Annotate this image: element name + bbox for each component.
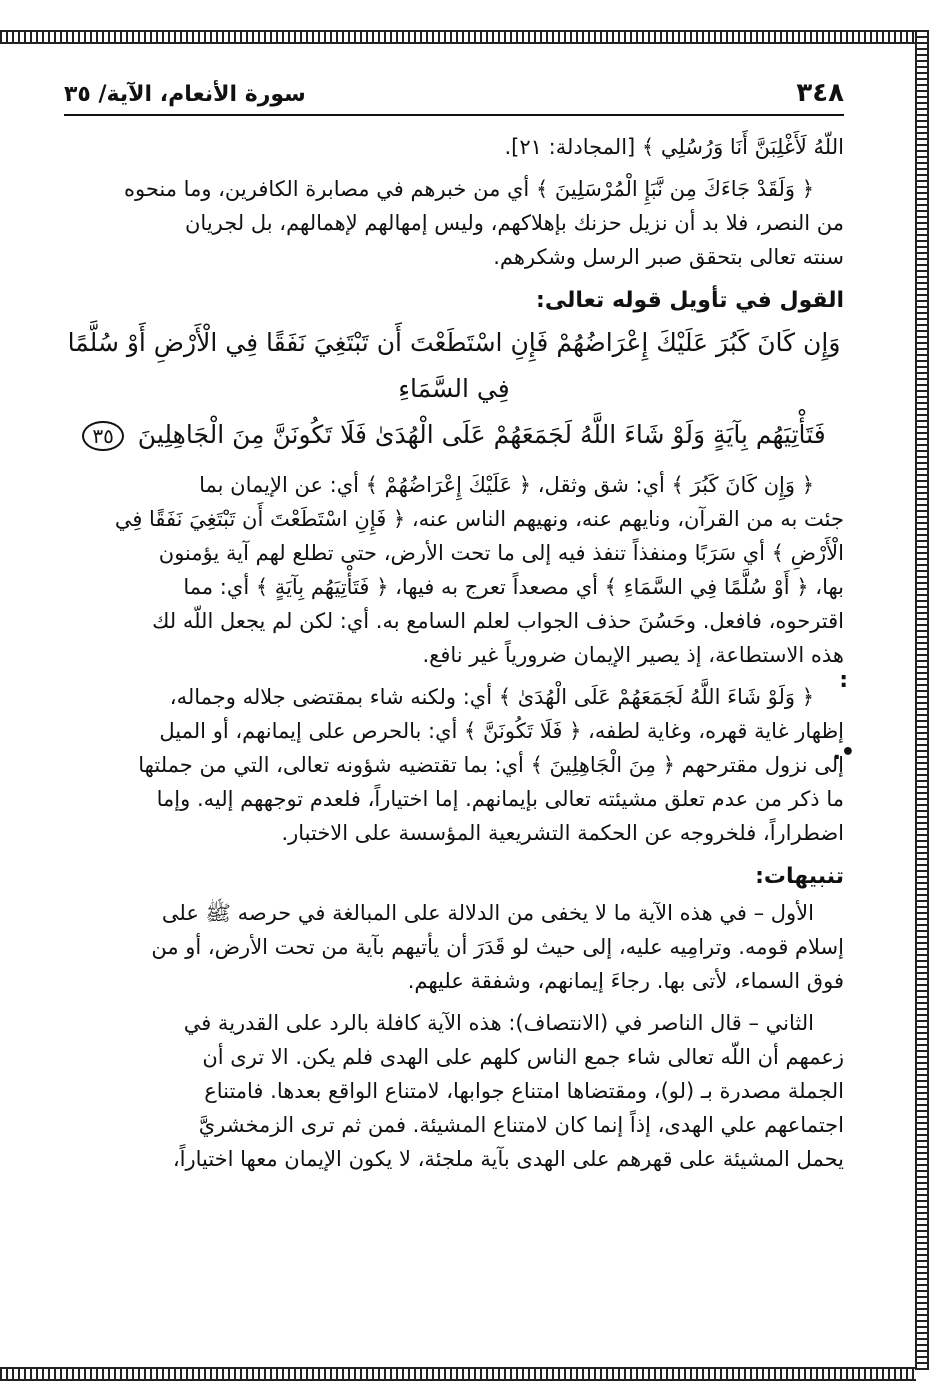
surah-title: سورة الأنعام، الآية/ ٣٥ [64,82,306,107]
text-line: يحمل المشيئة على قهرهم على الهدى بآية ملجئة، لا يكون الإيمان معها اختياراً، [172,1147,844,1171]
decorative-border-top [0,30,916,44]
text-line: ﴿ وَلَوْ شَاءَ اللَّهُ لَجَمَعَهُمْ عَلَى الْهُدَىٰ ﴾ أي: ولكنه شاء بمقتضى جلاله وجماله، [169,685,814,709]
paragraph [64,896,844,998]
text-line: اقترحوه، فافعل. وحَسُنَ حذف الجواب لعلم السامع به. أي: لكن لم يجعل اللّه لك [152,609,844,633]
page-header [64,78,844,116]
text-line: زعمهم أن اللّه تعالى شاء جمع الناس كلهم على الهدى فلم يكن. الا ترى أن [202,1045,844,1069]
text-line: بها، ﴿ أَوْ سُلَّمًا فِي السَّمَاءِ ﴾ أي مصعداً تعرج به فيها، ﴿ فَتَأْتِيَهُم بِآيَةٍ ﴾ أي: مما [183,575,844,599]
paragraph [64,1006,844,1176]
decorative-border-right [915,30,929,1370]
verse-number: ٣٥ [82,421,123,451]
text-line: إظهار غاية قهره، وغاية لطفه، ﴿ فَلَا تَكُونَنَّ ﴾ أي: بالحرص على إيمانهم، أو الميل [159,719,844,743]
verse-line: وَإِن كَانَ كَبُرَ عَلَيْكَ إِعْرَاضُهُمْ فَإِنِ اسْتَطَعْتَ أَن تَبْتَغِيَ نَفَقًا فِي الْأَرْضِ أَوْ سُلَّمًا فِي السَّمَاءِ [67,328,841,403]
text-line: الأول – في هذه الآية ما لا يخفى من الدلالة على المبالغة في حرصه ﷺ على [161,901,814,925]
text-line: ما ذكر من عدم تعلق مشيئته تعالى بإيمانهم. إما اختياراً، فلعدم توجههم إليه. وإما [156,787,844,811]
text-line: إلى نزول مقترحهم ﴿ مِنَ الْجَاهِلِينَ ﴾ أي: بما تقتضيه شؤونه تعالى، التي من جملتها [138,753,844,777]
text-line: اجتماعهم علي الهدى، إذاً إنما كان لامتناع المشيئة. فمن ثم ترى الزمخشريَّ [198,1113,844,1137]
text-line: ﴿ وَإِن كَانَ كَبُرَ ﴾ أي: شق وثقل، ﴿ عَلَيْكَ إِعْرَاضُهُمْ ﴾ أي: عن الإيمان بما [199,473,814,497]
margin-mark: .• [832,740,855,765]
text-line: اللّهُ لَأَغْلِبَنَّ أَنَا وَرُسُلِي ﴾ [المجادلة: ٢١]. [504,135,844,159]
text-line: ﴿ وَلَقَدْ جَاءَكَ مِن نَّبَإِ الْمُرْسَلِينَ ﴾ أي من خبرهم في مصابرة الكافرين، وما منحوه [124,177,814,201]
quran-verse [64,320,844,458]
text-line: سنته تعالى بتحقق صبر الرسل وشكرهم. [493,245,844,269]
margin-mark: : [839,668,848,693]
paragraph [64,680,844,850]
decorative-border-bottom [0,1367,916,1381]
text-line: من النصر، فلا بد أن نزيل حزنك بإهلاكهم، وليس إمهالهم لإهمالهم، بل لجريان [185,211,844,235]
text-line: الْأَرْضِ ﴾ أي سَرَبًا ومنفذاً تنفذ فيه إلى ما تحت الأرض، حتى تطلع لهم آية يؤمنون [158,541,844,565]
page-number: ٣٤٨ [796,78,844,108]
text-line: الجملة مصدرة بـ (لو)، ومقتضاها امتناع جوابها، لامتناع الواقع بعدها. فامتناع [204,1079,844,1103]
section-heading: تنبيهات: [755,864,844,889]
text-line: إسلام قومه. وترامِيه عليه، إلى حيث لو قَدَرَ أن يأتيهم بآية من تحت الأرض، أو من [151,935,844,959]
book-page [64,78,844,1184]
text-line: الثاني – قال الناصر في (الانتصاف): هذه الآية كافلة بالرد على القدرية في [183,1011,814,1035]
paragraph [64,130,844,164]
paragraph [64,468,844,672]
verse-text: فَتَأْتِيَهُم بِآيَةٍ وَلَوْ شَاءَ اللَّهُ لَجَمَعَهُمْ عَلَى الْهُدَىٰ فَلَا تَكُونَنَّ مِنَ الْجَاهِلِينَ [137,420,826,449]
paragraph [64,172,844,274]
verse-line [64,412,844,458]
text-line: فوق السماء، لأتى بها. رجاءَ إيمانهم، وشفقة عليهم. [407,969,844,993]
text-line: هذه الاستطاعة، إذ يصير الإيمان ضرورياً غير نافع. [422,643,844,667]
section-heading: القول في تأويل قوله تعالى: [536,288,844,313]
text-line: اضطراراً، فلخروجه عن الحكمة التشريعية المؤسسة على الاختبار. [281,821,844,845]
text-line: جئت به من القرآن، ونايهم عنه، ونهيهم الناس عنه، ﴿ فَإِنِ اسْتَطَعْتَ أَن تَبْتَغِيَ نَفَقًا فِي [114,507,844,531]
